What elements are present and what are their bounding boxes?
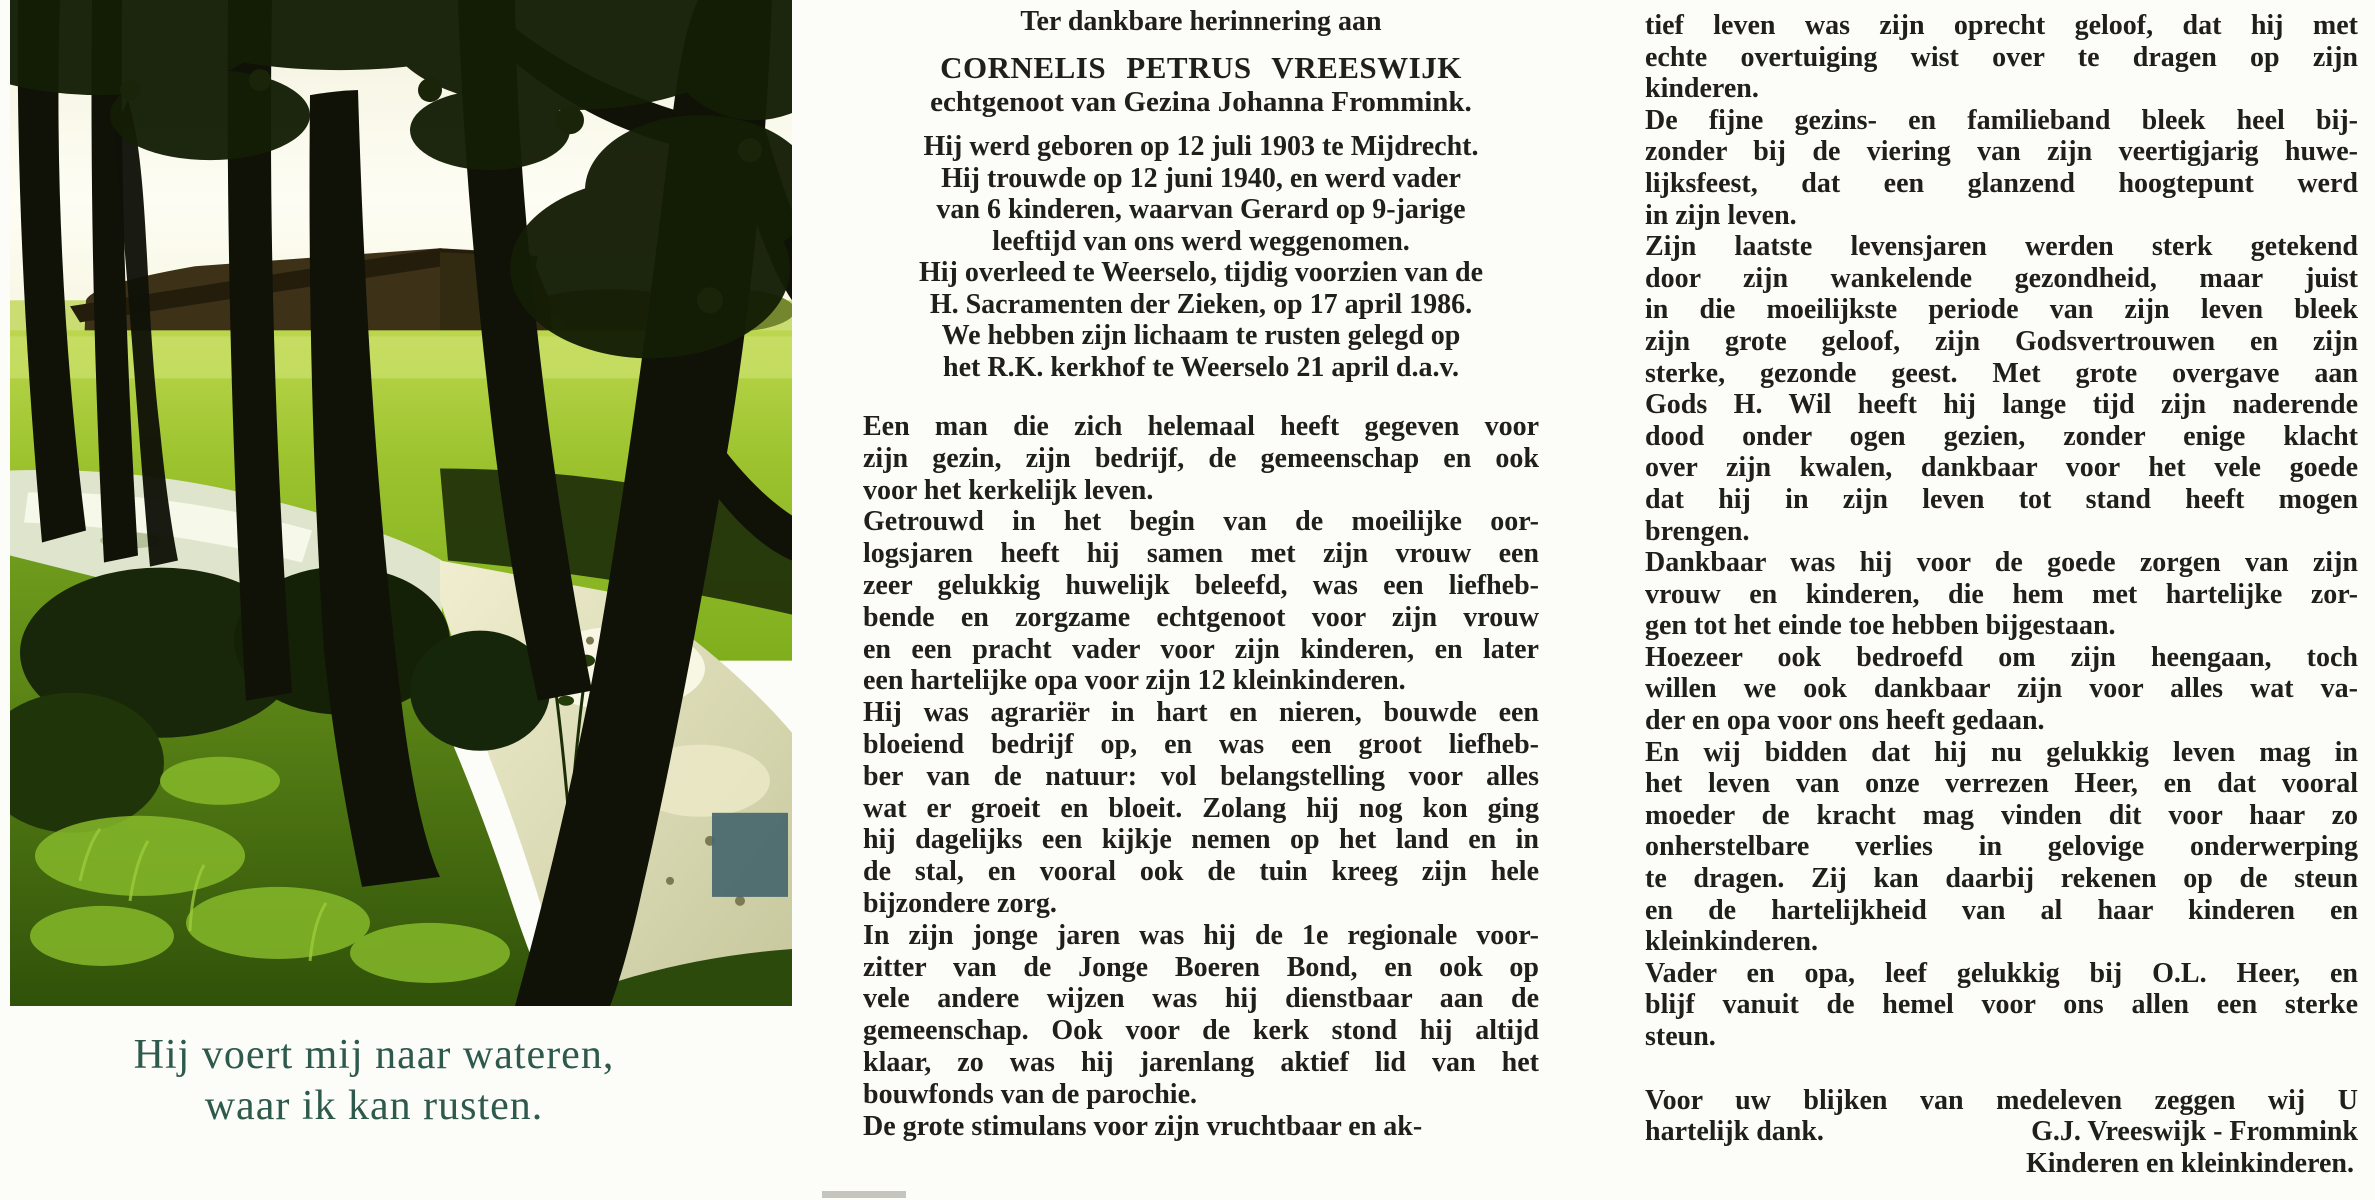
text-line: zitter van de Jonge Boeren Bond, en ook op bbox=[863, 951, 1539, 983]
text-line: lijksfeest, dat een glanzend hoogtepunt werd bbox=[1645, 167, 2358, 199]
paragraph bbox=[1645, 231, 2358, 547]
text-line: Vader en opa, leef gelukkig bij O.L. Heer, en bbox=[1645, 957, 2358, 989]
scan-artifact-line bbox=[822, 1191, 906, 1198]
text-line: moeder de kracht mag vinden dit voor haar zo bbox=[1645, 799, 2358, 831]
text-line: ber van de natuur: vol belangstelling voor alles bbox=[863, 760, 1539, 792]
scan-patch bbox=[712, 813, 788, 897]
quote-line-1: Hij voert mij naar wateren, bbox=[133, 1032, 615, 1078]
text-line: bloeiend bedrijf op, en was een groot liefheb- bbox=[863, 728, 1539, 760]
text-line: We hebben zijn lichaam te rusten gelegd op bbox=[941, 320, 1461, 351]
paragraph bbox=[1645, 547, 2358, 642]
paragraph bbox=[863, 1111, 1539, 1143]
text-line: Hij overleed te Weerselo, tijdig voorzien van de bbox=[918, 257, 1484, 288]
text-line: dood onder ogen gezien, zonder enige klacht bbox=[1645, 420, 2358, 452]
text-line: wat er groeit en bloeit. Zolang hij nog kon ging bbox=[863, 792, 1539, 824]
text-line: Dankbaar was hij voor de goede zorgen van zijn bbox=[1645, 547, 2358, 579]
text-line: Hij was agrariër in hart en nieren, bouwde een bbox=[863, 697, 1539, 729]
text-line: zeer gelukkig huwelijk beleefd, was een liefheb- bbox=[863, 569, 1539, 601]
signature-children: Kinderen en kleinkinderen. bbox=[2025, 1147, 2354, 1179]
deceased-name: CORNELIS PETRUS VREESWIJK bbox=[940, 50, 1462, 85]
paragraph bbox=[1645, 642, 2358, 737]
text-line: bijzondere zorg. bbox=[863, 887, 1057, 919]
text-line: te dragen. Zij kan daarbij rekenen op de steun bbox=[1645, 863, 2358, 895]
text-line: willen we ook dankbaar zijn voor alles wat va- bbox=[1645, 673, 2358, 705]
photo-quote bbox=[0, 1030, 748, 1132]
text-line: dat hij in zijn leven tot stand heeft mogen bbox=[1645, 483, 2358, 515]
text-line: bende en zorgzame echtgenoot voor zijn vrouw bbox=[863, 601, 1539, 633]
text-line: vrouw en kinderen, die hem met hartelijke zor- bbox=[1645, 578, 2358, 610]
text-line: vele andere wijzen was hij dienstbaar aan de bbox=[863, 983, 1539, 1015]
text-line: der en opa voor ons heeft gedaan. bbox=[1645, 705, 2045, 737]
text-line: gemeenschap. Ook voor de kerk stond hij altijd bbox=[863, 1015, 1539, 1047]
text-line: van 6 kinderen, waarvan Gerard op 9-jarige bbox=[936, 194, 1466, 225]
text-line: hij dagelijks een kijkje nemen op het land en in bbox=[863, 824, 1539, 856]
paragraph bbox=[1645, 958, 2358, 1053]
text-line: het leven van onze verrezen Heer, en dat vooral bbox=[1645, 768, 2358, 800]
paragraph bbox=[1645, 10, 2358, 105]
biography-lines bbox=[863, 131, 1539, 383]
text-line: sterke, gezonde geest. Met grote overgave aan bbox=[1645, 357, 2358, 389]
text-line: gen tot het einde toe hebben bijgestaan. bbox=[1645, 610, 2116, 642]
paragraph bbox=[863, 697, 1539, 920]
obituary-paragraphs-continued bbox=[1645, 10, 2358, 1053]
text-line: H. Sacramenten der Zieken, op 17 april 1986. bbox=[929, 288, 1473, 320]
text-line: de stal, en vooral ook de tuin kreeg zijn hele bbox=[863, 856, 1539, 888]
obituary-paragraphs bbox=[863, 411, 1539, 1142]
text-line: En wij bidden dat hij nu gelukkig leven mag in bbox=[1645, 736, 2358, 768]
thanks-line: Voor uw blijken van medeleven zeggen wij U bbox=[1645, 1084, 2358, 1116]
landscape-photo-illustration bbox=[10, 0, 792, 1006]
text-line: brengen. bbox=[1645, 515, 1750, 547]
paragraph bbox=[863, 411, 1539, 506]
text-line: Hij trouwde op 12 juni 1940, en werd vader bbox=[941, 162, 1461, 194]
text-line: het R.K. kerkhof te Weerselo 21 april d.a.v. bbox=[943, 351, 1459, 383]
paragraph bbox=[863, 506, 1539, 697]
quote-line-2: waar ik kan rusten. bbox=[204, 1083, 544, 1129]
text-line: en een pracht vader voor zijn kinderen, en later bbox=[863, 633, 1539, 665]
paragraph bbox=[1645, 737, 2358, 958]
obituary-column-left bbox=[863, 0, 1539, 1142]
text-line: klaar, zo was hij jarenlang aktief lid van het bbox=[863, 1046, 1539, 1078]
spouse-line: echtgenoot van Gezina Johanna Frommink. bbox=[930, 86, 1472, 118]
paragraph bbox=[1645, 105, 2358, 231]
text-line: door zijn wankelende gezondheid, maar juist bbox=[1645, 262, 2358, 294]
paragraph bbox=[863, 920, 1539, 1111]
text-line: Hoezeer ook bedroefd om zijn heengaan, toch bbox=[1645, 641, 2358, 673]
text-line: In zijn jonge jaren was hij de 1e regionale voor- bbox=[863, 919, 1539, 951]
thanks-closing: hartelijk dank. bbox=[1645, 1116, 1824, 1148]
text-line: zijn gezin, zijn bedrijf, de gemeenschap en ook bbox=[863, 442, 1539, 474]
text-line: De grote stimulans voor zijn vruchtbaar en ak- bbox=[863, 1110, 1423, 1142]
text-line: steun. bbox=[1645, 1021, 1716, 1052]
acknowledgement-block bbox=[1645, 1085, 2358, 1180]
landscape-photo bbox=[10, 0, 792, 1006]
text-line: Getrouwd in het begin van de moeilijke oor- bbox=[863, 506, 1539, 538]
text-line: een hartelijke opa voor zijn 12 kleinkinderen. bbox=[863, 665, 1406, 697]
remembrance-intro: Ter dankbare herinnering aan bbox=[1020, 6, 1382, 37]
text-line: kinderen. bbox=[1645, 73, 1759, 105]
thanks-signature-row bbox=[1645, 1116, 2358, 1148]
text-line: en de hartelijkheid van al haar kinderen en bbox=[1645, 894, 2358, 926]
text-line: voor het kerkelijk leven. bbox=[863, 474, 1154, 506]
text-line: in zijn leven. bbox=[1645, 199, 1797, 231]
text-line: tief leven was zijn oprecht geloof, dat hij met bbox=[1645, 10, 2358, 41]
signature-name: G.J. Vreeswijk - Frommink bbox=[2031, 1116, 2358, 1148]
text-line: leeftijd van ons werd weggenomen. bbox=[992, 225, 1410, 257]
text-line: zonder bij de viering van zijn veertigjarig huwe- bbox=[1645, 136, 2358, 168]
text-line: over zijn kwalen, dankbaar voor het vele goede bbox=[1645, 452, 2358, 484]
text-line: echte overtuiging wist over te dragen op zijn bbox=[1645, 41, 2358, 73]
text-line: bouwfonds van de parochie. bbox=[863, 1078, 1198, 1110]
text-line: onherstelbare verlies in gelovige onderwerping bbox=[1645, 831, 2358, 863]
text-line: blijf vanuit de hemel voor ons allen een sterke bbox=[1645, 989, 2358, 1021]
text-line: Hij werd geboren op 12 juli 1903 te Mijdrecht. bbox=[923, 131, 1479, 162]
text-line: in die moeilijkste periode van zijn leven bleek bbox=[1645, 294, 2358, 326]
obituary-column-right bbox=[1645, 0, 2358, 1179]
text-line: Zijn laatste levensjaren werden sterk getekend bbox=[1645, 231, 2358, 263]
text-line: Gods H. Wil heeft hij lange tijd zijn naderende bbox=[1645, 389, 2358, 421]
text-line: logsjaren heeft hij samen met zijn vrouw een bbox=[863, 538, 1539, 570]
text-line: zijn grote geloof, zijn Godsvertrouwen en zijn bbox=[1645, 325, 2358, 357]
text-line: Een man die zich helemaal heeft gegeven voor bbox=[863, 411, 1539, 442]
text-line: kleinkinderen. bbox=[1645, 926, 1818, 958]
text-line: De fijne gezins- en familieband bleek heel bij- bbox=[1645, 104, 2358, 136]
